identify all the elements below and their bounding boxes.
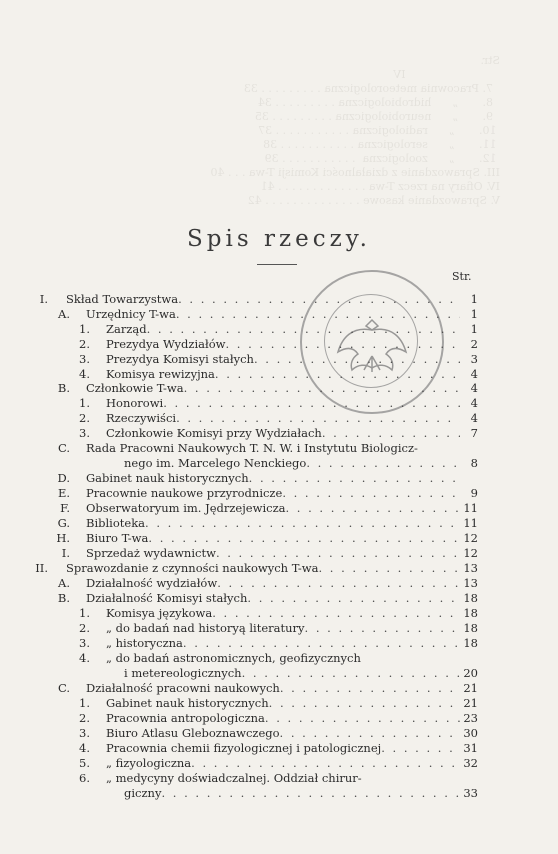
leader-dots	[184, 381, 460, 396]
toc-entry-number: 4.	[79, 741, 90, 755]
toc-entry-label: „ do badań astronomicznych, geofizycznych	[106, 651, 361, 665]
toc-entry-label: Skład Towarzystwa	[66, 292, 179, 306]
toc-entry-number: A.	[58, 307, 70, 321]
toc-entry-number: 2.	[79, 621, 90, 635]
toc-entry-page: 31	[463, 741, 478, 755]
toc-entry-label: Pracownia chemii fizyologicznej i patologicznej	[106, 741, 382, 755]
title-divider	[257, 264, 297, 265]
toc-entry-page: 4	[470, 396, 478, 410]
leader-dots	[381, 741, 460, 756]
leader-dots	[191, 756, 460, 771]
toc-entry-page: 21	[463, 681, 478, 695]
toc-entry-page: 1	[470, 322, 478, 336]
toc-entry-page: 33	[463, 786, 478, 800]
toc-entry-page: 9	[470, 486, 478, 500]
toc-entry-page: 2	[470, 337, 478, 351]
leader-dots	[269, 696, 460, 711]
toc-entry-label: Działalność Komisyi stałych	[86, 591, 248, 605]
toc-entry-number: II.	[35, 561, 48, 575]
toc-entry-page: 11	[463, 516, 478, 530]
leader-dots	[249, 471, 460, 486]
toc-entry-number: 5.	[79, 756, 90, 770]
toc-entry-page: 18	[463, 606, 478, 620]
toc-entry-label: Rada Pracowni Naukowych T. N. W. i Instytutu Biologicz-	[86, 441, 418, 455]
toc-entry	[86, 441, 478, 456]
toc-entry-number: B.	[57, 381, 70, 395]
toc-entry-page: 12	[463, 546, 478, 560]
toc-entry	[106, 426, 478, 441]
leader-dots	[148, 531, 460, 546]
toc-entry-number: C.	[57, 441, 70, 455]
leader-dots	[178, 292, 460, 307]
toc-entry-label: Pracownia antropologiczna	[106, 711, 265, 725]
toc-entry-label: Gabinet nauk historycznych	[106, 696, 269, 710]
page-title: Spis rzeczy.	[187, 226, 371, 252]
toc-entry-label: Komisya rewizyjna	[106, 367, 215, 381]
leader-dots	[242, 666, 460, 681]
toc-entry-label: Obserwatoryum im. Jędrzejewicza	[86, 501, 286, 515]
toc-entry-number: 2.	[79, 337, 90, 351]
toc-entry-number: 3.	[79, 636, 90, 650]
toc-entry	[124, 786, 478, 801]
toc-entry	[86, 381, 478, 396]
toc-entry-number: 2.	[79, 711, 90, 725]
toc-entry-page: 32	[463, 756, 478, 770]
toc-entry-number: 1.	[79, 606, 90, 620]
toc-entry	[106, 651, 478, 666]
toc-entry-label: i metereologicznych	[124, 666, 242, 680]
leader-dots	[280, 681, 460, 696]
leader-dots	[225, 337, 460, 352]
leader-dots	[183, 636, 460, 651]
toc-entry	[86, 591, 478, 606]
leader-dots	[280, 726, 460, 741]
toc-entry-page: 7	[470, 426, 478, 440]
toc-entry-number: G.	[57, 516, 70, 530]
toc-entry-page: 13	[463, 576, 478, 590]
toc-entry	[86, 516, 478, 531]
toc-entry	[86, 546, 478, 561]
toc-entry	[86, 501, 478, 516]
toc-entry-page: 1	[470, 307, 478, 321]
toc-entry-number: 3.	[79, 352, 90, 366]
toc-entry	[106, 771, 478, 786]
toc-entry-label: nego im. Marcelego Nenckiego	[124, 456, 307, 470]
leader-dots	[217, 576, 460, 591]
toc-entry	[106, 726, 478, 741]
toc-entry	[66, 561, 478, 576]
toc-entry	[106, 322, 478, 337]
toc-entry-number: E.	[57, 486, 70, 500]
toc-entry-label: Biuro Atlasu Gleboznawczego	[106, 726, 280, 740]
toc-entry	[106, 741, 478, 756]
toc-entry	[86, 471, 478, 486]
toc-entry	[106, 352, 478, 367]
toc-entry	[86, 681, 478, 696]
toc-entry-page: 18	[463, 621, 478, 635]
toc-entry-page: 23	[463, 711, 478, 725]
leader-dots	[216, 546, 460, 561]
toc-entry-page	[460, 441, 478, 456]
toc-entry	[66, 292, 478, 307]
toc-entry-label: Prezydya Wydziałów	[106, 337, 226, 351]
toc-entry-number: 1.	[79, 696, 90, 710]
toc-entry-page	[460, 471, 478, 486]
bleed-through-text: Str. IV 7. Pracownia meteorologiczna . . . . . . . . . 33 8. „ hidrobiologiczna . . . . . . . . . 34 9. „ neurobiologiczna . . . . . . . . . 35 10. „ radiologiczna . . . . . . . . . . . 37 11. „ serologiczna . . . . . . . . . . . 38 12. „ zoologiczna . . . . . . . . . . . 39 III. Sprawozdanie z działalności Komisji T-wa . . . 40 IV. Ofiary na rzecz T-wa . . . . . . . . . . . . . 41 V. Sprawozdanie kasowe . . . . . . . . . . . . . . 42	[210, 54, 500, 207]
toc-entry-page	[460, 771, 478, 786]
leader-dots	[215, 367, 460, 382]
toc-entry-page: 3	[470, 352, 478, 366]
toc-entry-label: Zarząd	[106, 322, 147, 336]
toc-entry-label: Sprzedaż wydawnictw	[86, 546, 216, 560]
toc-entry	[106, 621, 478, 636]
toc-entry	[124, 456, 478, 471]
toc-entry-number: C.	[57, 681, 70, 695]
toc-entry-page: 4	[470, 367, 478, 381]
toc-entry-label: Biblioteka	[86, 516, 146, 530]
toc-entry-number: 3.	[79, 726, 90, 740]
toc-entry-label: „ fizyologiczna	[106, 756, 192, 770]
toc-entry	[106, 696, 478, 711]
toc-entry-number: D.	[57, 471, 70, 485]
leader-dots	[305, 621, 460, 636]
toc-entry	[86, 531, 478, 546]
toc-entry	[106, 711, 478, 726]
toc-entry	[106, 367, 478, 382]
toc-entry-page: 18	[463, 636, 478, 650]
leader-dots	[254, 352, 460, 367]
toc-entry-number: 6.	[79, 771, 90, 785]
toc-entry	[106, 606, 478, 621]
toc-entry-number: 1.	[79, 396, 90, 410]
toc-entry-page: 1	[470, 292, 478, 306]
toc-entry-label: Honorowi	[106, 396, 164, 410]
leader-dots	[176, 411, 460, 426]
toc-entry-page: 12	[463, 531, 478, 545]
leader-dots	[285, 501, 460, 516]
toc-entry	[106, 411, 478, 426]
toc-entry	[106, 337, 478, 352]
toc-entry-page: 8	[470, 456, 478, 470]
toc-entry-page: 4	[470, 411, 478, 425]
toc-entry-number: B.	[57, 591, 70, 605]
toc-entry	[106, 636, 478, 651]
toc-entry	[86, 307, 478, 322]
toc-entry-page: 4	[470, 381, 478, 395]
toc-entry-page: 20	[463, 666, 478, 680]
leader-dots	[318, 561, 460, 576]
toc-entry-label: Działalność pracowni naukowych	[86, 681, 280, 695]
toc-entry-label: Urzędnicy T-wa	[86, 307, 176, 321]
toc-entry-label: „ do badań nad historyą literatury	[106, 621, 305, 635]
toc-entry	[124, 666, 478, 681]
toc-entry	[86, 486, 478, 501]
leader-dots	[163, 396, 460, 411]
leader-dots	[306, 456, 460, 471]
toc-entry-label: Rzeczywiści	[106, 411, 177, 425]
toc-entry-number: 3.	[79, 426, 90, 440]
leader-dots	[147, 322, 460, 337]
toc-entry-label: Pracownie naukowe przyrodnicze	[86, 486, 283, 500]
toc-entry	[106, 396, 478, 411]
leader-dots	[161, 786, 460, 801]
toc-entry-page: 30	[463, 726, 478, 740]
toc-entry-label: „ medycyny doświadczalnej. Oddział chirur-	[106, 771, 362, 785]
toc-entry-page: 11	[463, 501, 478, 515]
toc-entry-label: Członkowie T-wa	[86, 381, 184, 395]
toc-entry-page: 18	[463, 591, 478, 605]
toc-entry-number: 1.	[79, 322, 90, 336]
toc-entry-number: 2.	[79, 411, 90, 425]
leader-dots	[282, 486, 460, 501]
toc-entry-number: A.	[58, 576, 70, 590]
toc-entry-label: Komisya językowa	[106, 606, 213, 620]
toc-entry-page	[460, 651, 478, 666]
toc-entry-number: 4.	[79, 367, 90, 381]
toc-entry-number: I.	[61, 546, 70, 560]
toc-entry-label: „ historyczna	[106, 636, 183, 650]
leader-dots	[322, 426, 460, 441]
toc-entry-label: Gabinet nauk historycznych	[86, 471, 249, 485]
toc-entry-label: Sprawozdanie z czynności naukowych T-wa	[66, 561, 319, 575]
toc-entry	[106, 756, 478, 771]
leader-dots	[247, 591, 460, 606]
toc-entry-page: 21	[463, 696, 478, 710]
toc-entry-number: F.	[60, 501, 70, 515]
leader-dots	[176, 307, 460, 322]
toc-entry	[86, 576, 478, 591]
toc-entry-page: 13	[463, 561, 478, 575]
toc-entry-number: H.	[56, 531, 70, 545]
toc-entry-number: 4.	[79, 651, 90, 665]
toc-entry-number: I.	[39, 292, 48, 306]
toc-entry-label: Prezydya Komisyi stałych	[106, 352, 254, 366]
leader-dots	[265, 711, 460, 726]
toc-entry-label: Działalność wydziałów	[86, 576, 218, 590]
page-column-header: Str.	[452, 270, 472, 283]
leader-dots	[145, 516, 460, 531]
toc-entry-label: giczny	[124, 786, 162, 800]
toc-entry-label: Członkowie Komisyi przy Wydziałach	[106, 426, 322, 440]
leader-dots	[212, 606, 460, 621]
toc-entry-label: Biuro T-wa	[86, 531, 149, 545]
